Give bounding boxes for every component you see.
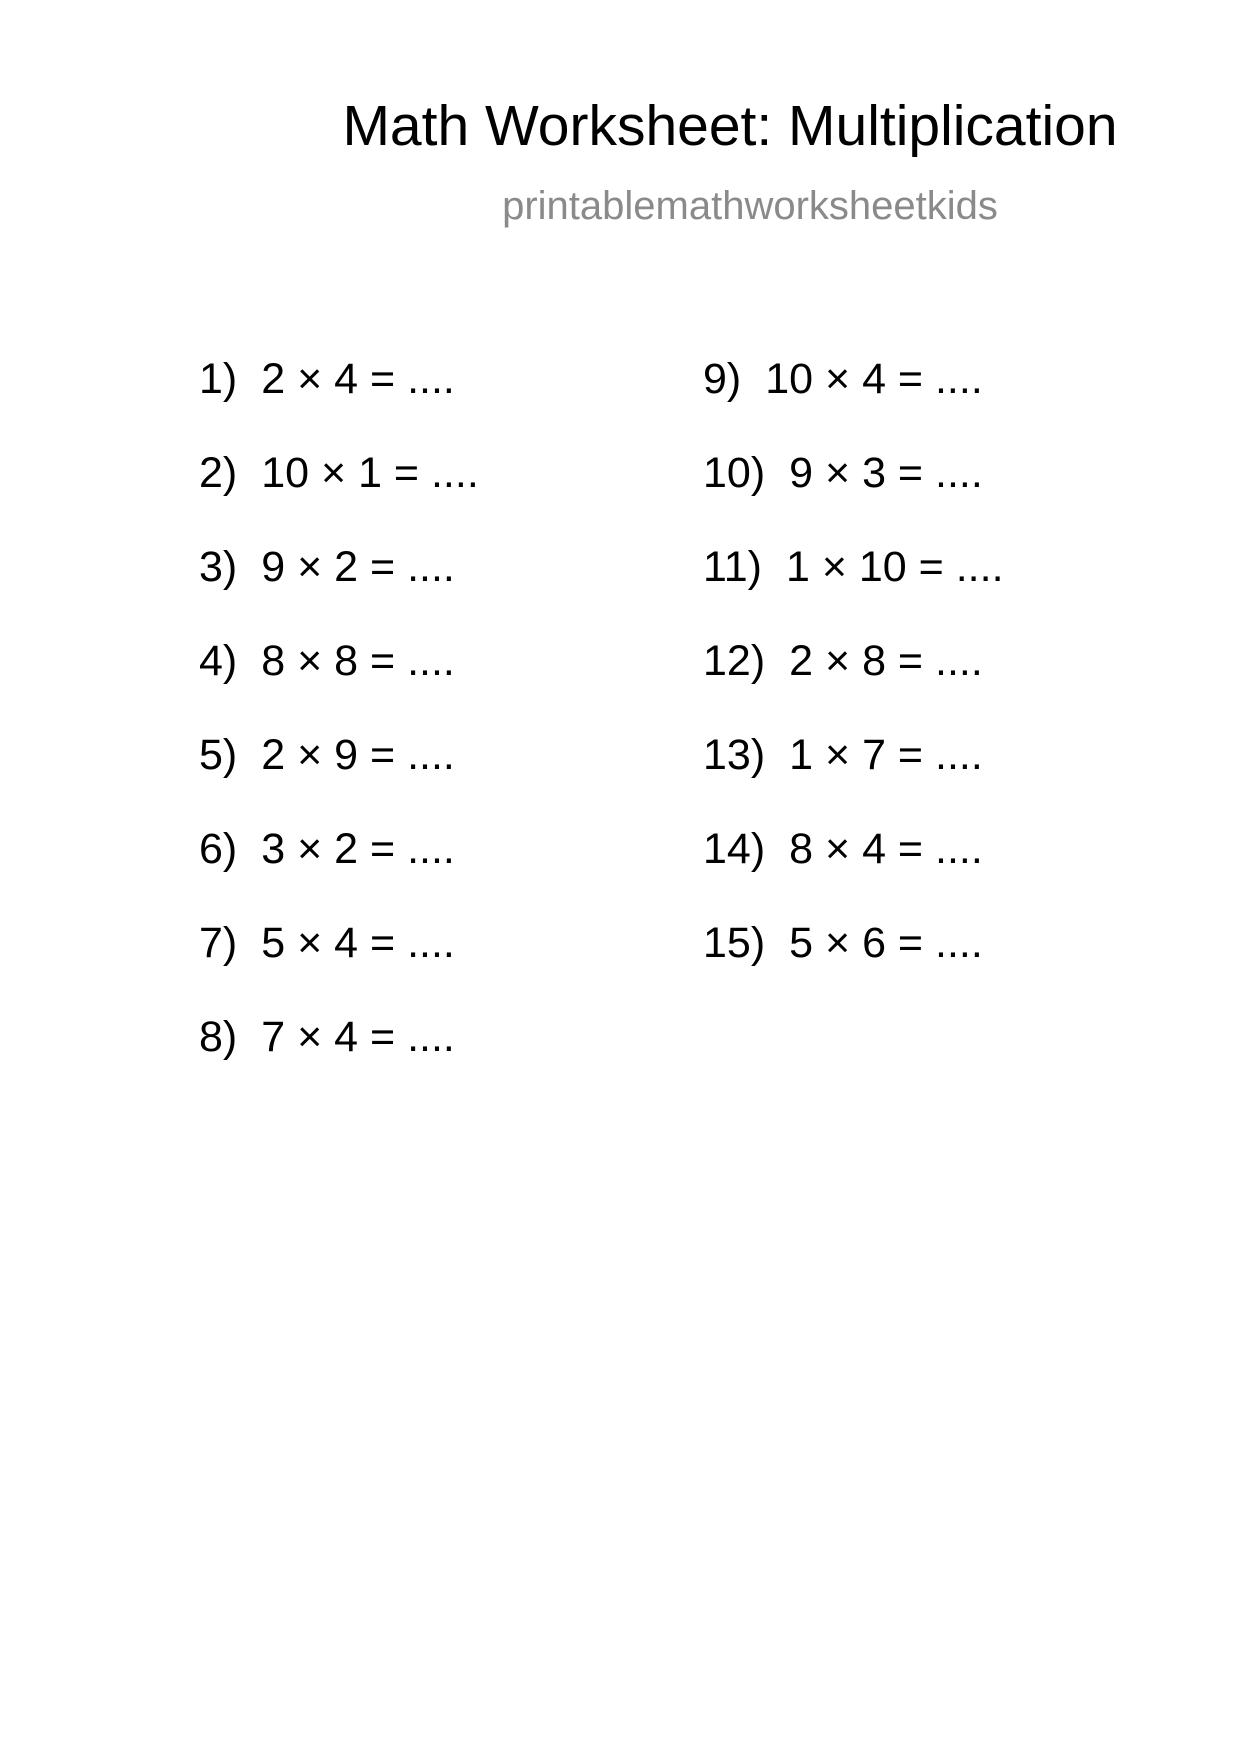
problem-number: 7) [199, 919, 238, 967]
problem-expression: 9 × 2 = .... [261, 543, 455, 591]
problem-expression: 9 × 3 = .... [789, 449, 983, 497]
problem-number: 9) [703, 355, 742, 403]
problem-8 [199, 1013, 455, 1061]
problem-9 [703, 355, 983, 403]
problem-expression: 1 × 10 = .... [785, 543, 1004, 591]
problem-expression: 3 × 2 = .... [261, 825, 455, 873]
problem-expression: 2 × 9 = .... [261, 731, 455, 779]
problem-expression: 5 × 6 = .... [789, 919, 983, 967]
problem-expression: 8 × 8 = .... [261, 637, 455, 685]
problem-expression: 5 × 4 = .... [261, 919, 455, 967]
problem-11 [703, 543, 1004, 591]
problem-expression: 2 × 4 = .... [261, 355, 455, 403]
problem-number: 8) [199, 1013, 238, 1061]
problem-number: 10) [703, 449, 766, 497]
problem-2 [199, 449, 479, 497]
problem-expression: 2 × 8 = .... [789, 637, 983, 685]
problem-4 [199, 637, 455, 685]
problem-expression: 8 × 4 = .... [789, 825, 983, 873]
problem-number: 3) [199, 543, 238, 591]
problem-number: 13) [703, 731, 766, 779]
problem-expression: 10 × 4 = .... [765, 355, 983, 403]
problem-6 [199, 825, 455, 873]
worksheet-title: Math Worksheet: Multiplication [342, 94, 1118, 158]
problem-number: 2) [199, 449, 238, 497]
problem-15 [703, 919, 983, 967]
problem-expression: 1 × 7 = .... [789, 731, 983, 779]
problem-14 [703, 825, 983, 873]
problem-number: 5) [199, 731, 238, 779]
problem-13 [703, 731, 983, 779]
problem-number: 12) [703, 637, 766, 685]
problem-number: 14) [703, 825, 766, 873]
worksheet-subtitle: printablemathworksheetkids [502, 184, 998, 228]
problem-number: 15) [703, 919, 766, 967]
problem-number: 4) [199, 637, 238, 685]
problem-expression: 7 × 4 = .... [261, 1013, 455, 1061]
problem-number: 6) [199, 825, 238, 873]
problem-1 [199, 355, 455, 403]
problem-5 [199, 731, 455, 779]
problem-3 [199, 543, 455, 591]
problem-number: 11) [703, 543, 762, 591]
problem-12 [703, 637, 983, 685]
problem-7 [199, 919, 455, 967]
problem-expression: 10 × 1 = .... [261, 449, 479, 497]
problem-10 [703, 449, 983, 497]
problem-number: 1) [199, 355, 238, 403]
